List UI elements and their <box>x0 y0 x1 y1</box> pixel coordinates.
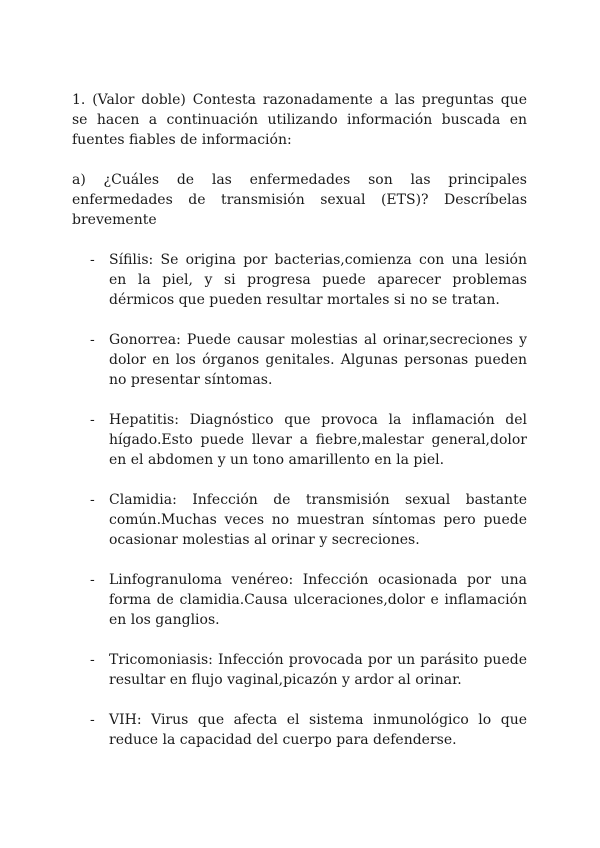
list-item-linfogranuloma <box>90 570 527 630</box>
bullet-dash: - <box>90 572 95 588</box>
list-item-text: Gonorrea: Puede causar molestias al orinar,secreciones y dolor en los órganos genitales. Algunas personas pueden no presentar síntomas. <box>109 332 527 388</box>
bullet-dash: - <box>90 412 95 428</box>
list-item-text: Clamidia: Infección de transmisión sexual bastante común.Muchas veces no muestran síntomas pero puede ocasionar molestias al orinar y secreciones. <box>109 492 527 548</box>
std-list <box>72 250 527 750</box>
list-item-vih <box>90 710 527 750</box>
bullet-dash: - <box>90 332 95 348</box>
list-item-text: Tricomoniasis: Infección provocada por un parásito puede resultar en flujo vaginal,picazón y ardor al orinar. <box>109 652 527 688</box>
subquestion-text: a) ¿Cuáles de las enfermedades son las principales enfermedades de transmisión sexual (ETS)? Descríbelas brevemente <box>72 172 527 228</box>
list-item-sifilis <box>90 250 527 310</box>
document-page <box>72 90 527 770</box>
list-item-gonorrea <box>90 330 527 390</box>
bullet-dash: - <box>90 712 95 728</box>
bullet-dash: - <box>90 492 95 508</box>
list-item-text: Hepatitis: Diagnóstico que provoca la inflamación del hígado.Esto puede llevar a fiebre,malestar general,dolor en el abdomen y un tono amarillento en la piel. <box>109 412 527 468</box>
list-item-tricomoniasis <box>90 650 527 690</box>
bullet-dash: - <box>90 252 95 268</box>
list-item-text: Sífilis: Se origina por bacterias,comienza con una lesión en la piel, y si progresa puede aparecer problemas dérmicos que pueden resultar mortales si no se tratan. <box>109 252 527 308</box>
question-text: 1. (Valor doble) Contesta razonadamente a las preguntas que se hacen a continuación utilizando información buscada en fuentes fiables de información: <box>72 92 527 148</box>
list-item-text: VIH: Virus que afecta el sistema inmunológico lo que reduce la capacidad del cuerpo para defenderse. <box>109 712 527 748</box>
list-item-text: Linfogranuloma venéreo: Infección ocasionada por una forma de clamidia.Causa ulceraciones,dolor e inflamación en los ganglios. <box>109 572 527 628</box>
bullet-dash: - <box>90 652 95 668</box>
list-item-hepatitis <box>90 410 527 470</box>
list-item-clamidia <box>90 490 527 550</box>
